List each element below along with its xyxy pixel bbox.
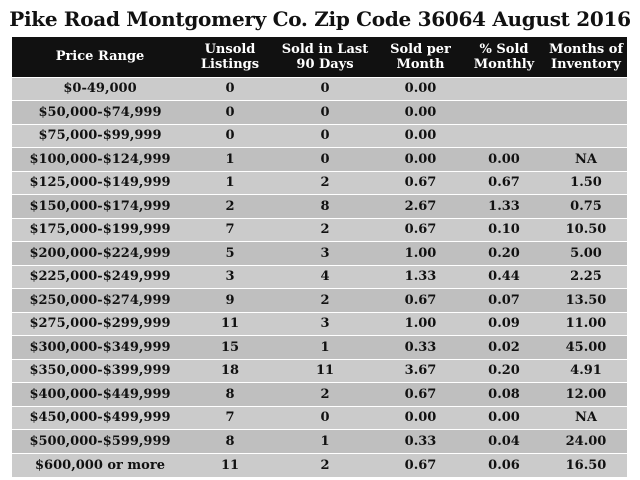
sold-last-90-days-cell: 8 bbox=[272, 195, 378, 219]
table-row bbox=[12, 312, 627, 336]
sold-per-month-cell: 3.67 bbox=[378, 359, 463, 383]
unsold-listings-cell: 5 bbox=[188, 242, 272, 266]
header-percent-sold-monthly: % Sold Monthly bbox=[473, 41, 535, 72]
months-of-inventory-cell: 24.00 bbox=[545, 430, 627, 454]
sold-last-90-days-cell: 0 bbox=[272, 148, 378, 172]
percent-sold-monthly-cell: 0.00 bbox=[463, 406, 545, 430]
price-range-cell: $175,000-$199,999 bbox=[12, 218, 188, 242]
sold-last-90-days-cell: 1 bbox=[272, 336, 378, 360]
table-row bbox=[12, 124, 627, 148]
sold-per-month-cell: 1.00 bbox=[378, 242, 463, 266]
sold-per-month-cell: 0.00 bbox=[378, 101, 463, 125]
sold-per-month-cell: 1.33 bbox=[378, 265, 463, 289]
table-row bbox=[12, 101, 627, 125]
sold-per-month-cell: 0.00 bbox=[378, 148, 463, 172]
unsold-listings-cell: 11 bbox=[188, 453, 272, 477]
months-of-inventory-cell: NA bbox=[545, 148, 627, 172]
price-range-cell: $75,000-$99,999 bbox=[12, 124, 188, 148]
sold-per-month-cell: 0.00 bbox=[378, 406, 463, 430]
months-of-inventory-cell: 2.25 bbox=[545, 265, 627, 289]
percent-sold-monthly-cell: 0.20 bbox=[463, 242, 545, 266]
price-range-cell: $200,000-$224,999 bbox=[12, 242, 188, 266]
price-range-cell: $500,000-$599,999 bbox=[12, 430, 188, 454]
price-range-cell: $275,000-$299,999 bbox=[12, 312, 188, 336]
sold-per-month-cell: 0.33 bbox=[378, 430, 463, 454]
table-row bbox=[12, 148, 627, 172]
percent-sold-monthly-cell: 0.00 bbox=[463, 148, 545, 172]
table-row bbox=[12, 336, 627, 360]
sold-per-month-cell: 0.67 bbox=[378, 289, 463, 313]
sold-last-90-days-cell: 11 bbox=[272, 359, 378, 383]
sold-last-90-days-cell: 0 bbox=[272, 101, 378, 125]
months-of-inventory-cell: 5.00 bbox=[545, 242, 627, 266]
sold-per-month-cell: 0.00 bbox=[378, 77, 463, 101]
table-row bbox=[12, 289, 627, 313]
table-row bbox=[12, 218, 627, 242]
unsold-listings-cell: 0 bbox=[188, 77, 272, 101]
table-row bbox=[12, 430, 627, 454]
header-sold-per-month: Sold per Month bbox=[390, 41, 451, 72]
price-range-cell: $350,000-$399,999 bbox=[12, 359, 188, 383]
percent-sold-monthly-cell bbox=[463, 101, 545, 125]
unsold-listings-cell: 9 bbox=[188, 289, 272, 313]
sold-per-month-cell: 1.00 bbox=[378, 312, 463, 336]
sold-per-month-cell: 0.67 bbox=[378, 171, 463, 195]
unsold-listings-cell: 2 bbox=[188, 195, 272, 219]
sold-last-90-days-cell: 0 bbox=[272, 77, 378, 101]
unsold-listings-cell: 18 bbox=[188, 359, 272, 383]
unsold-listings-cell: 1 bbox=[188, 171, 272, 195]
table-row bbox=[12, 77, 627, 101]
unsold-listings-cell: 0 bbox=[188, 124, 272, 148]
table-header-row bbox=[12, 37, 627, 77]
price-range-cell: $0-49,000 bbox=[12, 77, 188, 101]
percent-sold-monthly-cell: 0.07 bbox=[463, 289, 545, 313]
table-row bbox=[12, 195, 627, 219]
table-row bbox=[12, 383, 627, 407]
sold-last-90-days-cell: 2 bbox=[272, 383, 378, 407]
header-months-of-inventory: Months of Inventory bbox=[548, 41, 624, 72]
table-row bbox=[12, 242, 627, 266]
months-of-inventory-cell bbox=[545, 77, 627, 101]
unsold-listings-cell: 11 bbox=[188, 312, 272, 336]
sold-per-month-cell: 0.67 bbox=[378, 218, 463, 242]
unsold-listings-cell: 1 bbox=[188, 148, 272, 172]
percent-sold-monthly-cell: 0.04 bbox=[463, 430, 545, 454]
sold-per-month-cell: 0.33 bbox=[378, 336, 463, 360]
unsold-listings-cell: 7 bbox=[188, 406, 272, 430]
percent-sold-monthly-cell bbox=[463, 77, 545, 101]
inventory-table bbox=[12, 37, 627, 477]
months-of-inventory-cell bbox=[545, 124, 627, 148]
price-range-cell: $125,000-$149,999 bbox=[12, 171, 188, 195]
unsold-listings-cell: 15 bbox=[188, 336, 272, 360]
percent-sold-monthly-cell: 0.44 bbox=[463, 265, 545, 289]
unsold-listings-cell: 3 bbox=[188, 265, 272, 289]
table-header bbox=[12, 37, 627, 77]
months-of-inventory-cell: NA bbox=[545, 406, 627, 430]
unsold-listings-cell: 8 bbox=[188, 383, 272, 407]
months-of-inventory-cell: 4.91 bbox=[545, 359, 627, 383]
header-sold-last-90-days: Sold in Last 90 Days bbox=[281, 41, 369, 72]
months-of-inventory-cell: 11.00 bbox=[545, 312, 627, 336]
table-body bbox=[12, 77, 627, 477]
sold-per-month-cell: 0.67 bbox=[378, 383, 463, 407]
price-range-cell: $50,000-$74,999 bbox=[12, 101, 188, 125]
sold-last-90-days-cell: 4 bbox=[272, 265, 378, 289]
header-unsold-listings: Unsold Listings bbox=[200, 41, 260, 72]
months-of-inventory-cell: 16.50 bbox=[545, 453, 627, 477]
months-of-inventory-cell: 10.50 bbox=[545, 218, 627, 242]
price-range-cell: $150,000-$174,999 bbox=[12, 195, 188, 219]
unsold-listings-cell: 8 bbox=[188, 430, 272, 454]
sold-last-90-days-cell: 3 bbox=[272, 312, 378, 336]
header-price-range: Price Range bbox=[55, 49, 145, 65]
price-range-cell: $450,000-$499,999 bbox=[12, 406, 188, 430]
months-of-inventory-cell: 12.00 bbox=[545, 383, 627, 407]
table-row bbox=[12, 171, 627, 195]
price-range-cell: $250,000-$274,999 bbox=[12, 289, 188, 313]
sold-per-month-cell: 2.67 bbox=[378, 195, 463, 219]
percent-sold-monthly-cell: 0.10 bbox=[463, 218, 545, 242]
percent-sold-monthly-cell: 0.20 bbox=[463, 359, 545, 383]
months-of-inventory-cell: 0.75 bbox=[545, 195, 627, 219]
price-range-cell: $100,000-$124,999 bbox=[12, 148, 188, 172]
table-row bbox=[12, 359, 627, 383]
sold-last-90-days-cell: 1 bbox=[272, 430, 378, 454]
sold-last-90-days-cell: 3 bbox=[272, 242, 378, 266]
sold-last-90-days-cell: 2 bbox=[272, 453, 378, 477]
unsold-listings-cell: 7 bbox=[188, 218, 272, 242]
sold-last-90-days-cell: 2 bbox=[272, 218, 378, 242]
percent-sold-monthly-cell: 0.06 bbox=[463, 453, 545, 477]
percent-sold-monthly-cell: 0.02 bbox=[463, 336, 545, 360]
price-range-cell: $225,000-$249,999 bbox=[12, 265, 188, 289]
table-row bbox=[12, 453, 627, 477]
months-of-inventory-cell: 1.50 bbox=[545, 171, 627, 195]
page-title: Pike Road Montgomery Co. Zip Code 36064 August 2016 bbox=[9, 7, 631, 31]
sold-per-month-cell: 0.00 bbox=[378, 124, 463, 148]
table-row bbox=[12, 265, 627, 289]
sold-last-90-days-cell: 2 bbox=[272, 289, 378, 313]
table-row bbox=[12, 406, 627, 430]
inventory-table-container bbox=[12, 37, 627, 473]
percent-sold-monthly-cell bbox=[463, 124, 545, 148]
percent-sold-monthly-cell: 1.33 bbox=[463, 195, 545, 219]
percent-sold-monthly-cell: 0.67 bbox=[463, 171, 545, 195]
percent-sold-monthly-cell: 0.09 bbox=[463, 312, 545, 336]
months-of-inventory-cell: 45.00 bbox=[545, 336, 627, 360]
months-of-inventory-cell bbox=[545, 101, 627, 125]
price-range-cell: $400,000-$449,999 bbox=[12, 383, 188, 407]
sold-per-month-cell: 0.67 bbox=[378, 453, 463, 477]
sold-last-90-days-cell: 2 bbox=[272, 171, 378, 195]
unsold-listings-cell: 0 bbox=[188, 101, 272, 125]
percent-sold-monthly-cell: 0.08 bbox=[463, 383, 545, 407]
months-of-inventory-cell: 13.50 bbox=[545, 289, 627, 313]
sold-last-90-days-cell: 0 bbox=[272, 406, 378, 430]
price-range-cell: $300,000-$349,999 bbox=[12, 336, 188, 360]
sold-last-90-days-cell: 0 bbox=[272, 124, 378, 148]
price-range-cell: $600,000 or more bbox=[12, 453, 188, 477]
